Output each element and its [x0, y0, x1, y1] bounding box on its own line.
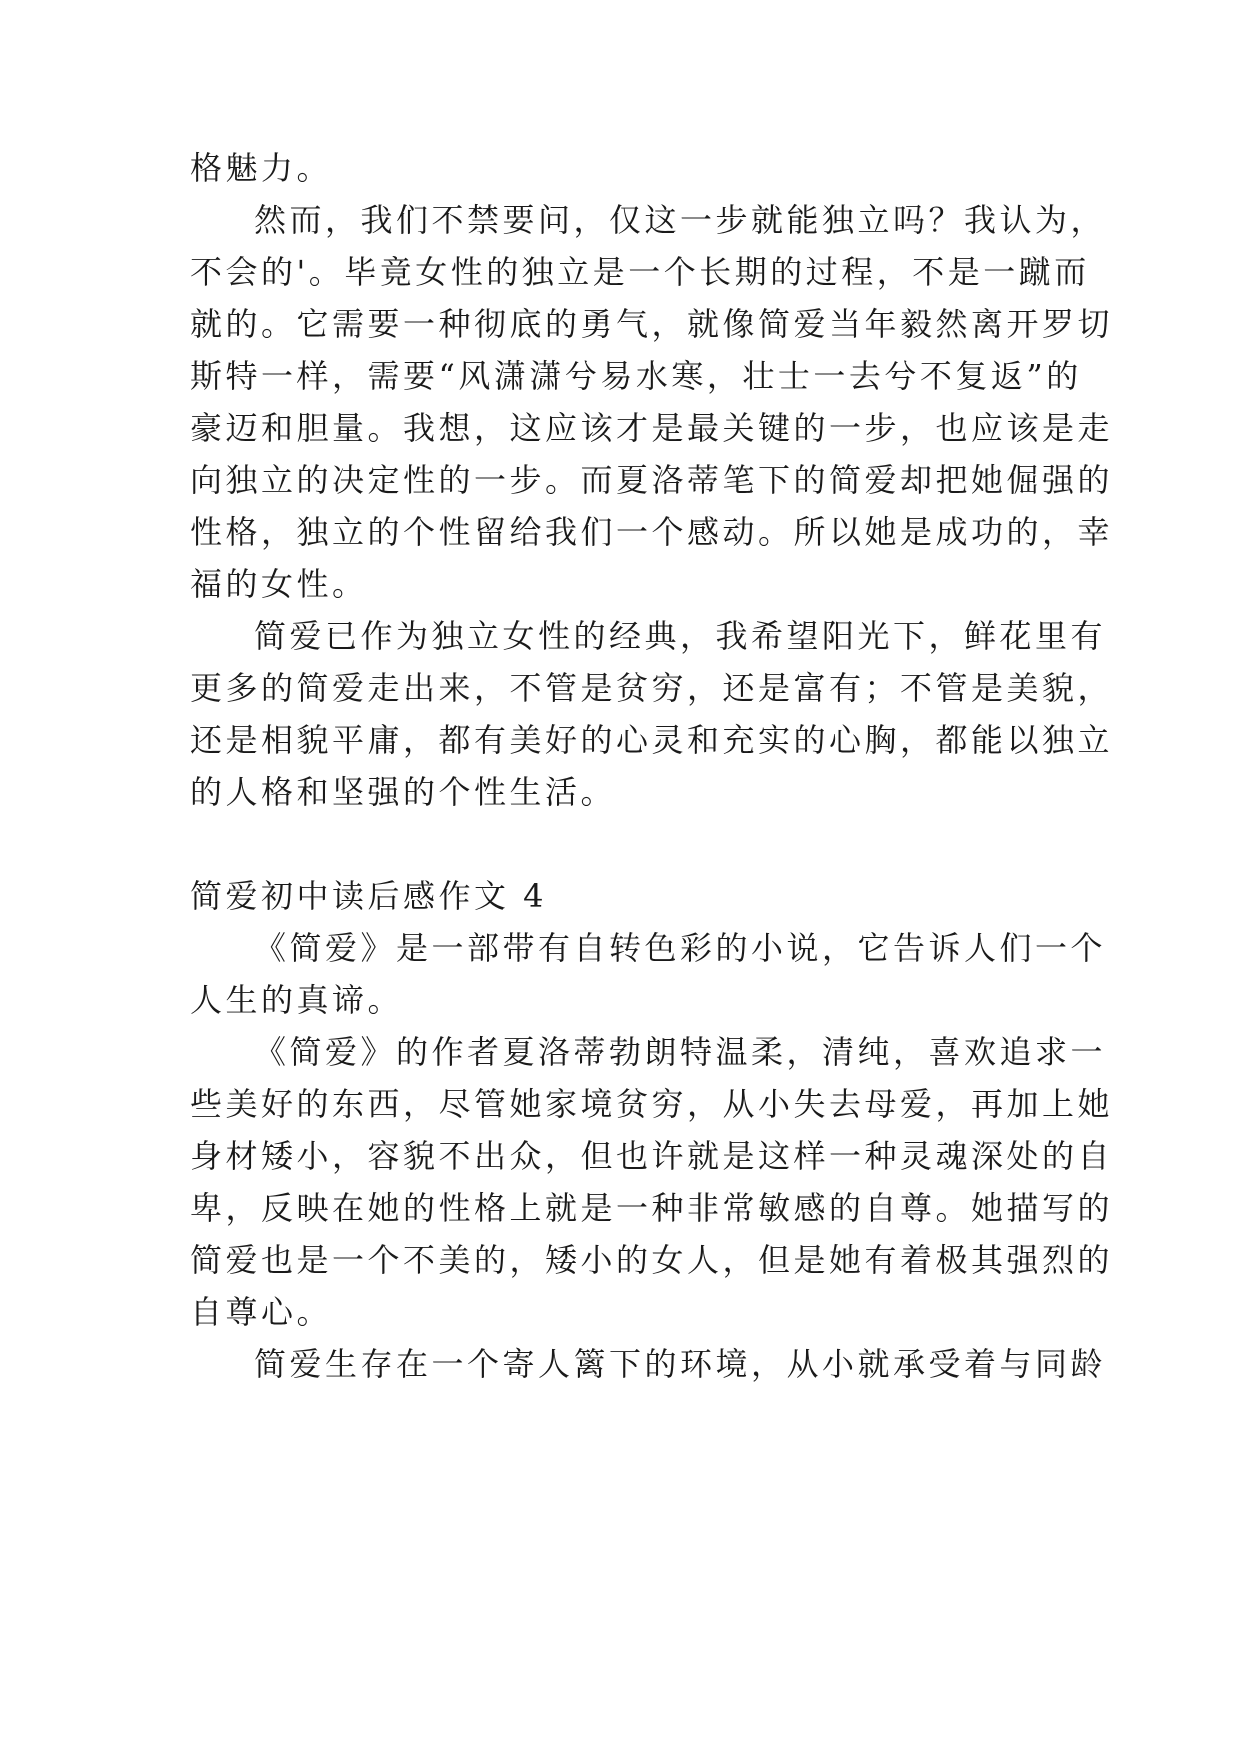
text-line: 更多的简爱走出来，不管是贫穷，还是富有；不管是美貌，	[190, 669, 1114, 707]
text-line: 豪迈和胆量。我想，这应该才是最关键的一步，也应该是走	[190, 409, 1114, 447]
text-line: 自尊心。	[190, 1293, 333, 1331]
text-line: 不会的'。毕竟女性的独立是一个长期的过程，不是一蹴而	[190, 253, 1090, 291]
text-line: 的人格和坚强的个性生活。	[190, 773, 617, 811]
text-line: 斯特一样，需要“风潇潇兮易水寒，壮士一去兮不复返”的	[190, 357, 1082, 395]
paragraph-first-line: 《简爱》的作者夏洛蒂勃朗特温柔，清纯，喜欢追求一	[254, 1033, 1107, 1071]
text-line: 些美好的东西，尽管她家境贫穷，从小失去母爱，再加上她	[190, 1085, 1114, 1123]
paragraph-first-line: 然而，我们不禁要问，仅这一步就能独立吗？我认为，	[254, 201, 1107, 239]
text-line: 人生的真谛。	[190, 981, 404, 1019]
text-line: 向独立的决定性的一步。而夏洛蒂笔下的简爱却把她倔强的	[190, 461, 1114, 499]
text-line: 还是相貌平庸，都有美好的心灵和充实的心胸，都能以独立	[190, 721, 1114, 759]
paragraph-first-line: 《简爱》是一部带有自转色彩的小说，它告诉人们一个	[254, 929, 1107, 967]
text-line: 就的。它需要一种彻底的勇气，就像简爱当年毅然离开罗切	[190, 305, 1114, 343]
text-line: 卑，反映在她的性格上就是一种非常敏感的自尊。她描写的	[190, 1189, 1114, 1227]
text-line: 福的女性。	[190, 565, 368, 603]
text-line: 格魅力。	[190, 149, 333, 187]
text-line: 身材矮小，容貌不出众，但也许就是这样一种灵魂深处的自	[190, 1137, 1114, 1175]
section-heading: 简爱初中读后感作文 4	[190, 877, 548, 915]
text-line: 简爱也是一个不美的，矮小的女人，但是她有着极其强烈的	[190, 1241, 1114, 1279]
paragraph-first-line: 简爱生存在一个寄人篱下的环境，从小就承受着与同龄	[254, 1345, 1107, 1383]
paragraph-first-line: 简爱已作为独立女性的经典，我希望阳光下，鲜花里有	[254, 617, 1107, 655]
text-line: 性格，独立的个性留给我们一个感动。所以她是成功的，幸	[190, 513, 1114, 551]
